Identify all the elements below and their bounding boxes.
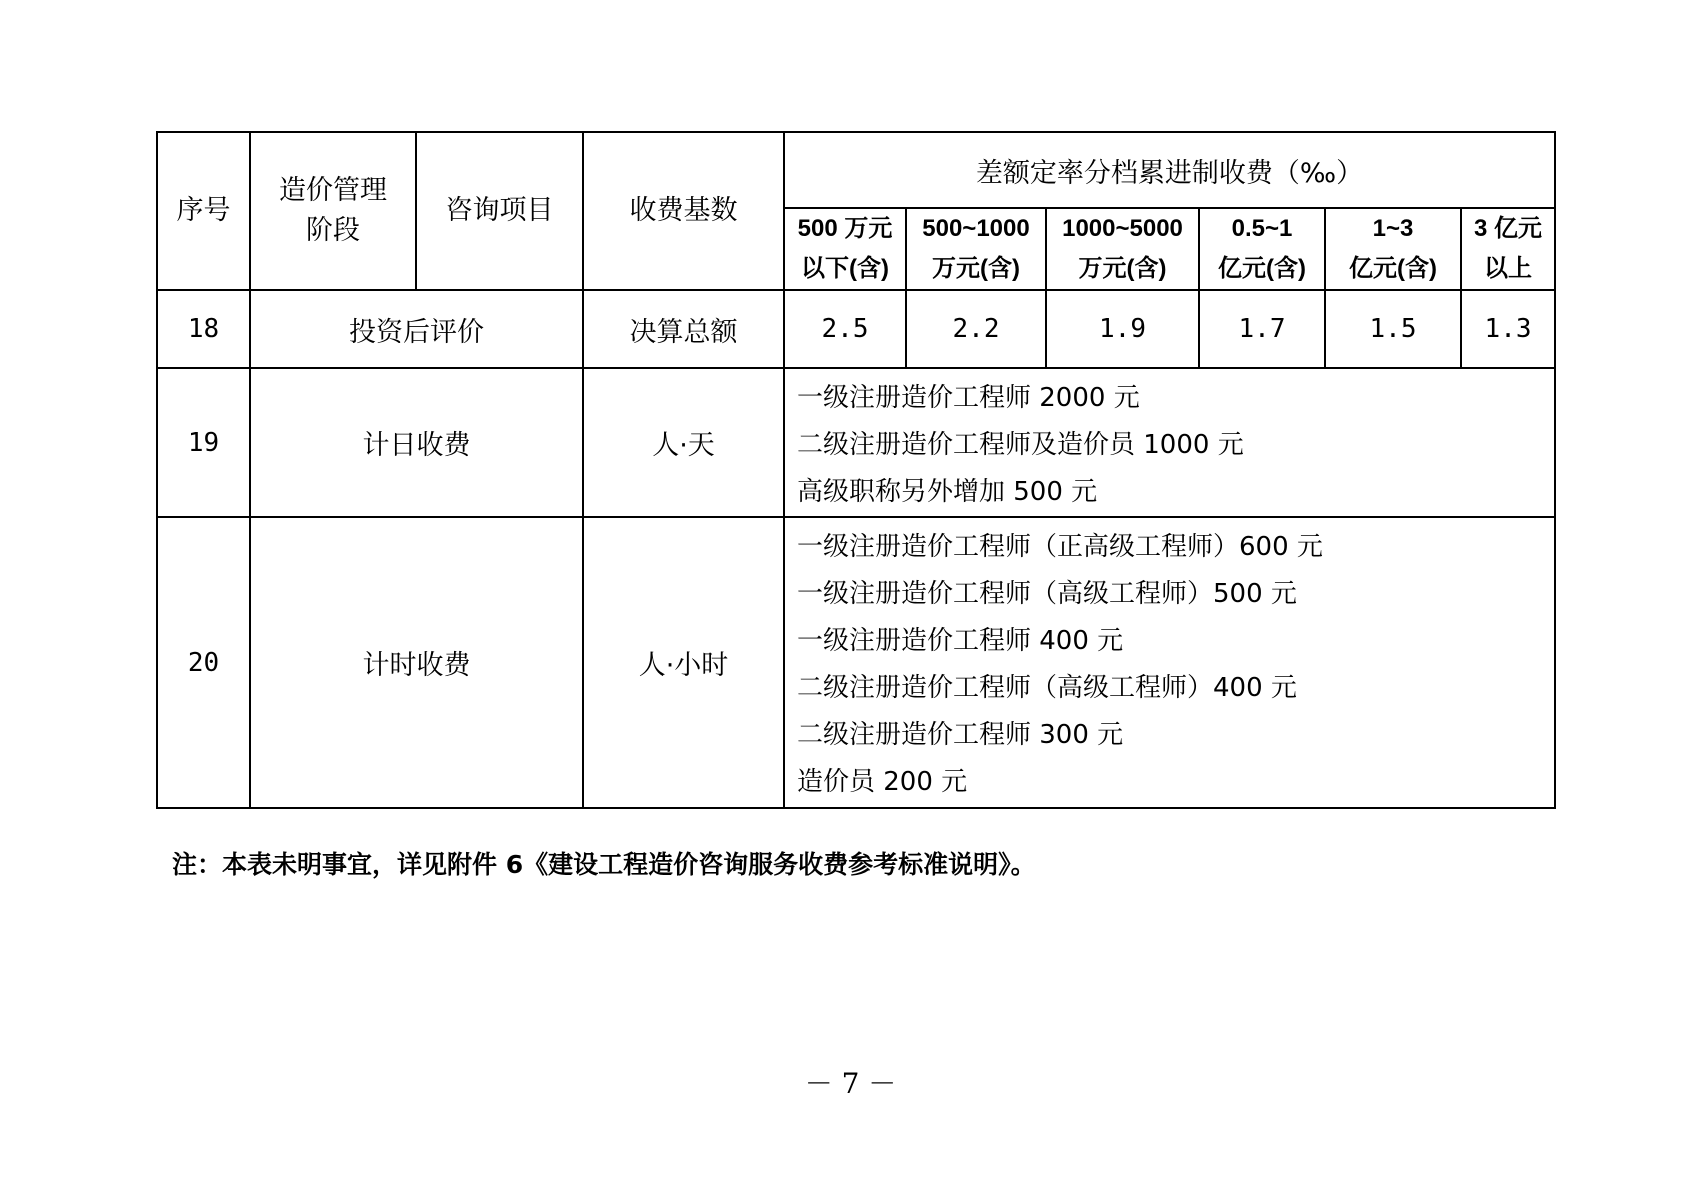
header-stage-line1: 造价管理	[279, 175, 387, 206]
row-20-fee-details	[784, 517, 1555, 808]
tier-2-line2: 万元(含)	[932, 255, 1020, 282]
header-seq: 序号	[157, 132, 250, 290]
row-20-line-5: 二级注册造价工程师 300 元	[797, 720, 1124, 750]
header-item: 咨询项目	[416, 132, 583, 290]
row-19-name: 计日收费	[250, 368, 583, 517]
row-18-rate-1: 2.5	[784, 290, 906, 368]
header-tier-2	[906, 208, 1046, 290]
table-row-18	[157, 290, 1555, 368]
fee-table	[156, 131, 1556, 809]
row-18-rate-5: 1.5	[1325, 290, 1461, 368]
tier-1-line2: 以下(含)	[801, 255, 889, 282]
header-tier-3	[1046, 208, 1199, 290]
header-stage	[250, 132, 416, 290]
footnote: 注：本表未明事宜，详见附件 6《建设工程造价咨询服务收费参考标准说明》。	[172, 850, 1036, 879]
row-18-rate-3: 1.9	[1046, 290, 1199, 368]
row-20-line-3: 一级注册造价工程师 400 元	[797, 626, 1124, 656]
tier-5-line1: 1~3	[1372, 215, 1414, 242]
header-tier-4	[1199, 208, 1325, 290]
row-19-fee-details	[784, 368, 1555, 517]
row-19-seq: 19	[157, 368, 250, 517]
tier-1-line1: 500 万元	[797, 215, 893, 242]
row-20-basis: 人·小时	[583, 517, 784, 808]
row-19-basis: 人·天	[583, 368, 784, 517]
row-18-name: 投资后评价	[250, 290, 583, 368]
tier-6-line1: 3 亿元	[1474, 215, 1543, 242]
row-20-line-2: 一级注册造价工程师（高级工程师）500 元	[797, 579, 1297, 609]
page-number: － 7 －	[804, 1067, 897, 1100]
tier-6-line2: 以上	[1484, 255, 1533, 282]
header-basis: 收费基数	[583, 132, 784, 290]
row-18-rate-6: 1.3	[1461, 290, 1555, 368]
row-20-seq: 20	[157, 517, 250, 808]
row-19-line-1: 一级注册造价工程师 2000 元	[797, 383, 1140, 413]
row-18-basis: 决算总额	[583, 290, 784, 368]
row-20-line-6: 造价员 200 元	[797, 767, 968, 797]
table-row-20	[157, 517, 1555, 808]
header-tier-1	[784, 208, 906, 290]
row-19-line-3: 高级职称另外增加 500 元	[797, 477, 1098, 507]
table-row-19	[157, 368, 1555, 517]
tier-2-line1: 500~1000	[922, 215, 1030, 242]
row-18-seq: 18	[157, 290, 250, 368]
row-18-rate-4: 1.7	[1199, 290, 1325, 368]
tier-3-line2: 万元(含)	[1078, 255, 1167, 282]
header-tier-6	[1461, 208, 1555, 290]
row-20-line-4: 二级注册造价工程师（高级工程师）400 元	[797, 673, 1297, 703]
tier-4-line1: 0.5~1	[1231, 215, 1293, 242]
header-stage-line2: 阶段	[306, 215, 360, 246]
row-20-line-1: 一级注册造价工程师（正高级工程师）600 元	[797, 532, 1323, 562]
tier-5-line2: 亿元(含)	[1349, 255, 1437, 282]
tier-4-line2: 亿元(含)	[1218, 255, 1306, 282]
row-18-rate-2: 2.2	[906, 290, 1046, 368]
header-rate-group: 差额定率分档累进制收费（‰）	[784, 132, 1555, 208]
row-19-line-2: 二级注册造价工程师及造价员 1000 元	[797, 430, 1244, 460]
header-tier-5	[1325, 208, 1461, 290]
header-row-1	[157, 132, 1555, 208]
tier-3-line1: 1000~5000	[1062, 215, 1183, 242]
row-20-name: 计时收费	[250, 517, 583, 808]
